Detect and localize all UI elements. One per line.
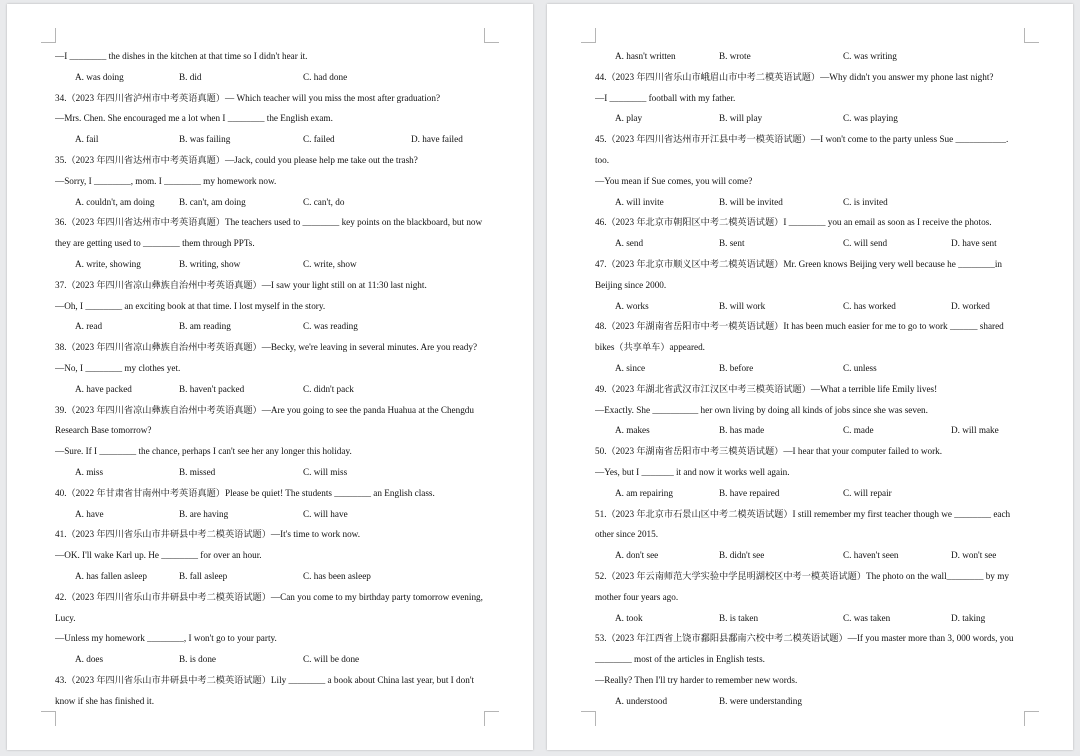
text-line: 35.（2023 年四川省达州市中考英语真题）—Jack, could you please help me take out the trash? [55,154,418,165]
answer-option: A. since [615,362,646,373]
text-line: —Sorry, I ________, mom. I ________ my homework now. [55,175,277,186]
answer-option: B. is done [179,654,217,665]
answer-options-row [595,358,1043,379]
answer-option: C. will send [843,238,888,249]
answer-option: B. writing, show [179,258,241,269]
answer-option: A. fail [75,134,99,145]
page-margin-mark [484,28,499,43]
text-line: 47.（2023 年北京市顺义区中考二模英语试题）Mr. Green knows Beijing very well because he ________in [595,258,1003,269]
text-line: Beijing since 2000. [595,279,667,290]
answer-options-row [595,233,1043,254]
text-line: Research Base tomorrow? [55,425,152,436]
text-line: —Sure. If I ________ the chance, perhaps I can't see her any longer this holiday. [55,446,352,457]
answer-option: A. miss [75,466,104,477]
text-line: 46.（2023 年北京市朝阳区中考二模英语试题）I ________ you an email as soon as I receive the photos. [595,217,992,228]
text-line: —You mean if Sue comes, you will come? [595,175,753,186]
page-margin-mark [1024,711,1039,726]
answer-options-row [55,316,503,337]
answer-option: C. can't, do [303,196,345,207]
text-line: 48.（2023 年湖南省岳阳市中考一模英语试题）It has been much easier for me to go to work ______ shared [595,321,1004,332]
answer-options-row [55,129,503,150]
answer-option: B. before [719,362,754,373]
answer-option: A. have packed [75,383,132,394]
text-line: bikes（共享单车）appeared. [595,342,705,353]
answer-options-row [55,649,503,670]
answer-option: A. has fallen asleep [75,570,147,581]
text-line: 39.（2023 年四川省凉山彝族自治州中考英语真题）—Are you going to see the panda Huahua at the Chengdu [55,404,474,415]
text-line: —Mrs. Chen. She encouraged me a lot when I ________ the English exam. [55,113,333,124]
document-page-left [7,4,533,750]
answer-options-row [595,691,1043,712]
answer-option: D. won't see [951,550,997,561]
answer-options-row [595,192,1043,213]
answer-options-row [55,67,503,88]
answer-options-row [55,379,503,400]
page-margin-mark [581,28,596,43]
text-line: 41.（2023 年四川省乐山市井研县中考二模英语试题）—It's time to work now. [55,529,361,540]
answer-option: C. failed [303,134,335,145]
document-page-right [547,4,1073,750]
text-line: —I ________ the dishes in the kitchen at that time so I didn't hear it. [55,51,308,61]
answer-option: D. taking [951,612,986,623]
text-line: 40.（2022 年甘肃省甘南州中考英语真题）Please be quiet! The students ________ an English class. [55,487,435,498]
answer-option: C. haven't seen [843,550,899,561]
answer-options-row [55,192,503,213]
answer-option: B. wrote [719,51,751,61]
text-line: too. [595,154,610,165]
text-line: ________ most of the articles in English tests. [595,654,765,665]
answer-options-row [595,420,1043,441]
text-line: they are getting used to ________ them through PPTs. [55,238,255,249]
text-line: —Really? Then I'll try harder to remember new words. [595,674,798,685]
answer-option: C. was taken [843,612,891,623]
answer-option: C. unless [843,362,877,373]
text-line: 43.（2023 年四川省乐山市井研县中考二模英语试题）Lily ________ a book about China last year, but I don't [55,674,475,685]
text-line: —I ________ football with my father. [595,92,736,103]
page-margin-mark [41,28,56,43]
page-margin-mark [484,711,499,726]
text-line: other since 2015. [595,529,659,540]
answer-option: C. has been asleep [303,570,371,581]
page-text-body [55,46,503,712]
answer-option: D. worked [951,300,990,311]
answer-option: D. have sent [951,238,997,249]
answer-option: B. have repaired [719,487,780,498]
answer-option: B. will play [719,113,763,124]
text-line: 49.（2023 年湖北省武汉市江汉区中考三模英语试题）—What a terrible life Emily lives! [595,383,938,394]
answer-option: A. play [615,113,643,124]
answer-option: C. write, show [303,258,357,269]
text-line: Lucy. [55,612,76,623]
answer-option: A. does [75,654,104,665]
answer-option: C. was reading [303,321,358,332]
answer-options-row [55,566,503,587]
answer-option: B. was failing [179,134,231,145]
answer-option: B. will work [719,300,766,311]
answer-option: D. have failed [411,134,463,145]
answer-option: A. was doing [75,71,124,82]
answer-option: A. hasn't written [615,51,676,61]
answer-option: A. don't see [615,550,659,561]
text-line: mother four years ago. [595,591,679,602]
answer-option: C. was playing [843,113,898,124]
answer-option: A. have [75,508,104,519]
page-text-body [595,46,1043,712]
answer-option: B. missed [179,466,216,477]
answer-option: A. understood [615,695,668,706]
page-margin-mark [41,711,56,726]
answer-options-row [595,108,1043,129]
answer-option: A. read [75,321,103,332]
text-line: 51.（2023 年北京市石景山区中考二模英语试题）I still remember my first teacher though we ________ each [595,508,1011,519]
text-line: 50.（2023 年湖南省岳阳市中考三模英语试题）—I hear that your computer failed to work. [595,446,943,457]
answer-option: A. write, showing [75,258,141,269]
text-line: —OK. I'll wake Karl up. He ________ for over an hour. [55,550,262,561]
text-line: 52.（2023 年云南师范大学实验中学昆明湖校区中考一模英语试题）The photo on the wall________ by my [595,570,1009,581]
answer-option: C. is invited [843,196,888,207]
answer-option: B. did [179,71,202,82]
answer-option: B. am reading [179,321,231,332]
answer-option: B. sent [719,238,745,249]
text-line: —No, I ________ my clothes yet. [55,362,181,373]
text-line: 37.（2023 年四川省凉山彝族自治州中考英语真题）—I saw your light still on at 11:30 last night. [55,279,427,290]
text-line: —Oh, I ________ an exciting book at that time. I lost myself in the story. [55,300,326,311]
answer-options-row [55,462,503,483]
answer-option: A. took [615,612,643,623]
answer-options-row [595,545,1043,566]
answer-option: C. made [843,425,874,436]
answer-option: A. am repairing [615,487,673,498]
answer-option: C. will miss [303,466,348,477]
answer-options-row [595,608,1043,629]
page-margin-mark [581,711,596,726]
answer-options-row [55,504,503,525]
page-margin-mark [1024,28,1039,43]
answer-option: D. will make [951,425,999,436]
answer-option: C. has worked [843,300,896,311]
text-line: —Unless my homework ________, I won't go to your party. [55,633,277,644]
answer-option: B. are having [179,508,229,519]
text-line: 42.（2023 年四川省乐山市井研县中考二模英语试题）—Can you come to my birthday party tomorrow evening, [55,591,483,602]
answer-option: B. can't, am doing [179,196,246,207]
answer-options-row [55,254,503,275]
answer-option: A. couldn't, am doing [75,196,155,207]
answer-options-row [595,46,1043,67]
answer-option: C. will be done [303,654,360,665]
answer-option: B. were understanding [719,695,802,706]
text-line: 38.（2023 年四川省凉山彝族自治州中考英语真题）—Becky, we're leaving in several minutes. Are you ready? [55,342,478,353]
answer-option: B. didn't see [719,550,765,561]
answer-option: A. works [615,300,649,311]
answer-option: A. will invite [615,196,664,207]
answer-option: B. has made [719,425,765,436]
text-line: 34.（2023 年四川省泸州市中考英语真题）— Which teacher will you miss the most after graduation? [55,92,441,103]
answer-options-row [595,296,1043,317]
answer-option: B. haven't packed [179,383,245,394]
text-line: 36.（2023 年四川省达州市中考英语真题）The teachers used to ________ key points on the blackboard, but now [55,217,483,228]
answer-option: B. fall asleep [179,570,228,581]
answer-options-row [595,483,1043,504]
text-line: 45.（2023 年四川省达州市开江县中考一模英语试题）—I won't come to the party unless Sue ___________. [595,134,1009,145]
answer-option: A. send [615,238,644,249]
text-line: know if she has finished it. [55,695,155,706]
text-line: —Exactly. She __________ her own living by doing all kinds of jobs since she was seven. [595,404,928,415]
text-line: 44.（2023 年四川省乐山市峨眉山市中考二模英语试题）—Why didn't you answer my phone last night? [595,71,994,82]
answer-option: B. will be invited [719,196,783,207]
answer-option: A. makes [615,425,650,436]
answer-option: C. was writing [843,51,897,61]
answer-option: C. didn't pack [303,383,354,394]
text-line: —Yes, but I _______ it and now it works well again. [595,466,790,477]
text-line: 53.（2023 年江西省上饶市鄱阳县鄱南六校中考二模英语试题）—If you master more than 3, 000 words, you [595,633,1014,644]
answer-option: B. is taken [719,612,759,623]
answer-option: C. will have [303,508,348,519]
answer-option: C. will repair [843,487,892,498]
answer-option: C. had done [303,71,348,82]
